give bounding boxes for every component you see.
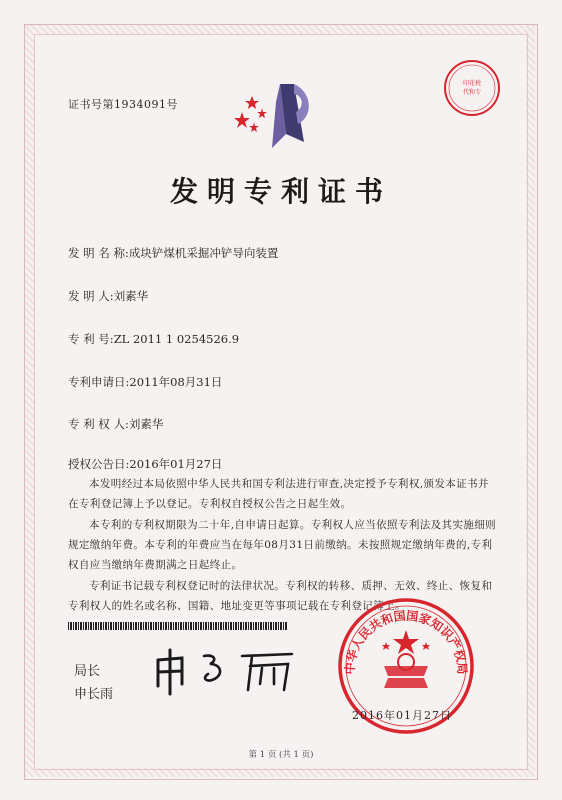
- field-value: 2011年08月31日: [129, 375, 223, 389]
- field-label: 专利申请日:: [68, 375, 130, 389]
- field-label: 专 利 号:: [68, 332, 114, 346]
- field-label: 专 利 权 人:: [68, 417, 129, 431]
- field-value: 成块铲煤机采掘冲铲导向装置: [128, 246, 279, 260]
- paragraph-legal-status: 专利证书记载专利权登记时的法律状况。专利权的转移、质押、无效、终止、恢复和专利权人的姓名或名称、国籍、地址变更等事项记载在专利登记簿上。: [68, 580, 493, 612]
- director-name: 申长雨: [74, 687, 114, 702]
- paragraph-grant-notice: 本发明经过本局依照中华人民共和国专利法进行审查,决定授予专利权,颁发本证书并在专利登记簿上予以登记。专利权自授权公告之日起生效。: [68, 478, 489, 510]
- field-patentee: [68, 416, 163, 432]
- field-label: 发 明 人:: [68, 289, 114, 303]
- svg-text:印花税: 印花税: [462, 80, 482, 87]
- certificate-number: 证书号第1934091号: [68, 98, 178, 111]
- paragraph-term-and-fees: 本专利的专利权期限为二十年,自申请日起算。专利权人应当依照专利法及其实施细则规定缴纳年费。本专利的年费应当在每年08月31日前缴纳。未按照规定缴纳年费的,专利权自应当缴纳年费期满之日起终止。: [68, 519, 497, 571]
- certificate-title: 发明专利证书: [169, 175, 392, 208]
- patent-office-logo-icon: [232, 82, 322, 154]
- field-value: 刘素华: [113, 289, 149, 303]
- field-filing-date: [68, 374, 222, 390]
- director-title: 局长: [74, 664, 101, 679]
- field-value: 刘素华: [128, 417, 164, 431]
- small-seal-stamp: [442, 58, 502, 118]
- svg-text:代和专: 代和专: [462, 89, 482, 96]
- field-label: 授权公告日:: [68, 457, 130, 471]
- field-value: 2016年01月27日: [129, 457, 223, 471]
- page-footer: 第 1 页 (共 1 页): [248, 750, 314, 760]
- field-inventor: [68, 288, 148, 304]
- director-signature: [152, 646, 302, 696]
- field-value: ZL 2011 1 0254526.9: [113, 332, 240, 346]
- field-grant-date: [68, 456, 222, 472]
- barcode: [68, 622, 288, 630]
- seal-date: 2016年01月27日: [352, 709, 452, 722]
- field-label: 发 明 名 称:: [68, 246, 129, 260]
- field-patent-number: [68, 331, 239, 347]
- seal-arc-text: 中华人民共和国国家知识产权局: [342, 608, 470, 675]
- field-invention-name: [68, 245, 278, 261]
